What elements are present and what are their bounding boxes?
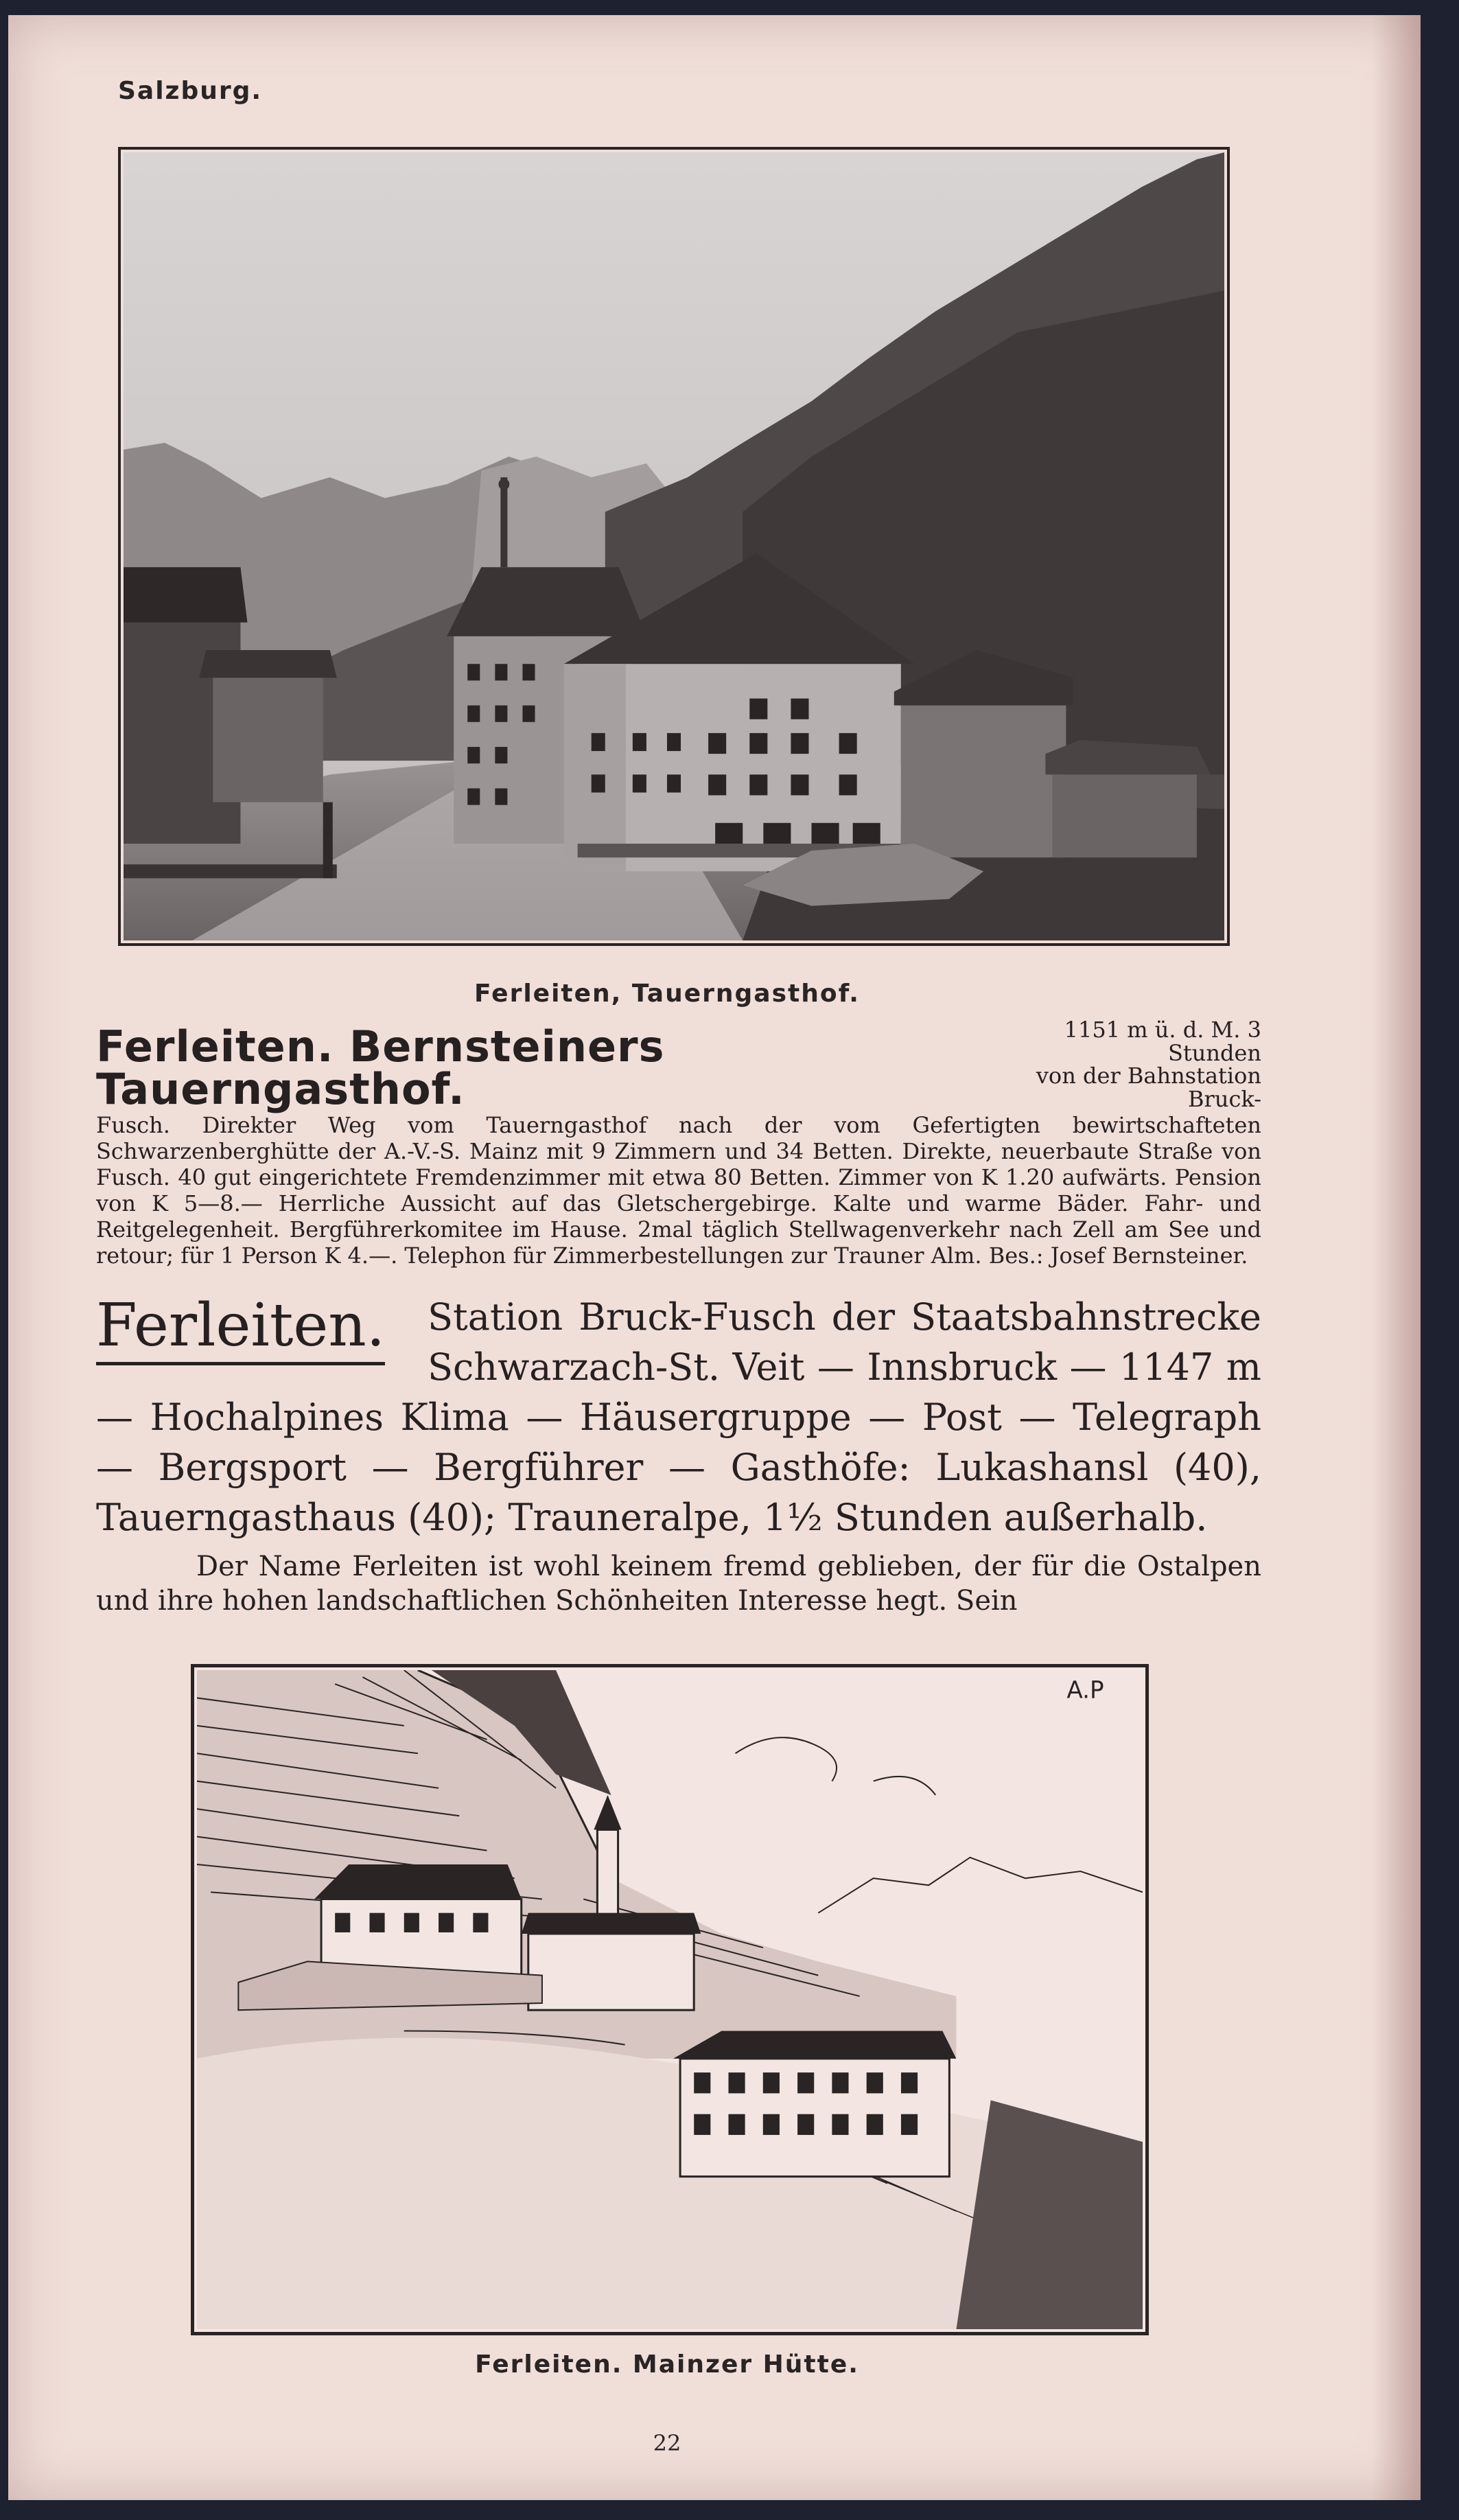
entry-1-elevation-line-1: 1151 m ü. d. M. 3 Stunden (1064, 1017, 1261, 1066)
entry-1-body: Fusch. Direkter Weg vom Tauerngasthof nach der vom Gefertigten bewirtschafteten Schwarzenberghütte der A.-V.-S. Mainz mit 9 Zimmern und 34 Betten. Direkte, neuerbaute Straße von Fusch. 40 gut eingerichtete Fremdenzimmer mit etwa 80 Betten. Zimmer von K 1.20 aufwärts. Pension von K 5—8.— Herrliche Aussicht auf das Gletschergebirge. Kalte und warme Bäder. Fahr- und Reitgelegenheit. Bergführerkomitee im Hause. 2mal täglich Stellwagenverkehr nach Zell am See und retour; für 1 Person K 4.—. Telephon für Zimmerbestellungen zur Trauner Alm. Bes.: Josef Bernsteiner. (96, 1112, 1261, 1269)
book-page (8, 15, 1421, 2500)
photo-ferleiten-tauerngasthof (118, 147, 1230, 946)
figure-caption-1: Ferleiten, Tauerngasthof. (474, 980, 860, 1008)
drawing-image (197, 1670, 1143, 2329)
entry-1-title: Ferleiten. Bernsteiners Tauerngasthof. (96, 1021, 665, 1115)
entry-2-title: Ferleiten. (96, 1295, 385, 1365)
entry-1-elevation (979, 1019, 1261, 1111)
entry-ferleiten-station (96, 1292, 1261, 1542)
page-edge-shadow (1373, 15, 1421, 2500)
drawing-signature: A.P (1066, 1676, 1104, 1704)
entry-3-paragraph: Der Name Ferleiten ist wohl keinem fremd geblieben, der für die Ostalpen und ihre hohen landschaftlichen Schönheiten Interesse hegt. Sein (96, 1551, 1261, 1617)
drawing-mainzer-huette (191, 1664, 1149, 2335)
entry-2-body: Station Bruck-Fusch der Staatsbahnstrecke Schwarzach-St. Veit — Innsbruck — 1147 m — Hochalpines Klima — Häusergruppe — Post — Telegraph — Bergsport — Bergführer — Gasthöfe: Lukashansl (40), Tauerngasthaus (40); Trauneralpe, 1½ Stunden außerhalb. (96, 1295, 1261, 1539)
entry-1-elevation-line-2: von der Bahnstation Bruck- (1036, 1063, 1261, 1112)
photo-image (124, 152, 1224, 940)
figure-caption-2: Ferleiten. Mainzer Hütte. (475, 2350, 859, 2379)
running-head: Salzburg. (118, 77, 263, 105)
page-number: 22 (653, 2430, 681, 2456)
entry-bernsteiners-tauerngasthof (96, 1019, 1261, 1269)
entry-1-heading-row (96, 1017, 1261, 1115)
